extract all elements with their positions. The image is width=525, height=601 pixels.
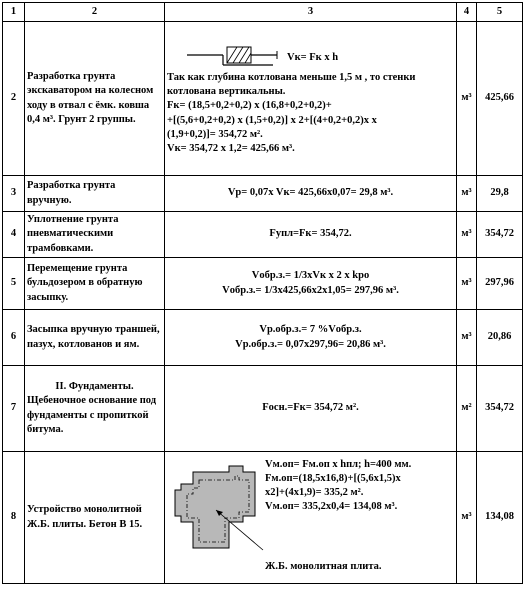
calc-cell [165, 310, 457, 366]
pit-sketch [167, 41, 454, 71]
header-cell: 2 [25, 3, 165, 22]
row-number: 7 [3, 366, 25, 452]
table-row [3, 310, 523, 366]
formula-line: Vобр.з.= 1/3xVк x 2 x kро [251, 270, 370, 282]
row-number: 5 [3, 258, 25, 310]
quantity-cell: 20,86 [477, 310, 523, 366]
formula-line: Vр.обр.з.= 7 %Vобр.з. [259, 324, 362, 336]
quantity-cell: 354,72 [477, 366, 523, 452]
description-text: Щебеночное основание под фундаменты с пропиткой битума. [27, 395, 157, 435]
table-row [3, 452, 523, 584]
formula-line: Fосн.=Fк= 354,72 м². [262, 402, 359, 414]
formula-line: (1,9+0,2)]= 354,72 м². [167, 128, 263, 140]
quantity-cell: 134,08 [477, 452, 523, 584]
formula-line: x2]+(4x1,9)= 335,2 м². [265, 486, 364, 498]
unit-cell: м² [457, 366, 477, 452]
formula-line: Fм.оп=(18,5x16,8)+[(5,6x1,5)x [265, 472, 401, 484]
formula-line: Vр= 0,07x Vк= 425,66x0,07= 29,8 м³. [227, 187, 394, 199]
section-title: II. Фундаменты. [55, 381, 134, 393]
work-description: Засыпка вручную траншей, пазух, котлованов и ям. [25, 310, 165, 366]
calc-cell [165, 212, 457, 258]
header-cell: 4 [457, 3, 477, 22]
calc-cell [165, 258, 457, 310]
work-description: Перемещение грунта бульдозером в обратную засыпку. [25, 258, 165, 310]
formula-line: Fупл=Fк= 354,72. [269, 228, 352, 240]
unit-cell: м³ [457, 258, 477, 310]
work-description [25, 366, 165, 452]
quantity-cell: 29,8 [477, 176, 523, 212]
formula-line: Vр.обр.з.= 0,07x297,96= 20,86 м³. [235, 338, 386, 350]
unit-cell: м³ [457, 22, 477, 176]
estimate-table [2, 2, 523, 584]
row-number: 3 [3, 176, 25, 212]
unit-cell: м³ [457, 176, 477, 212]
quantity-cell: 297,96 [477, 258, 523, 310]
unit-cell: м³ [457, 310, 477, 366]
table-row [3, 22, 523, 176]
quantity-cell: 354,72 [477, 212, 523, 258]
drawing-label: Ж.Б. монолитная плита. [265, 560, 382, 572]
row-number: 2 [3, 22, 25, 176]
slab-formulas [265, 458, 411, 515]
header-cell: 1 [3, 3, 25, 22]
header-cell: 3 [165, 3, 457, 22]
work-description: Уплотнение грунта пневматическими трамбовками. [25, 212, 165, 258]
formula-line: Vобр.з.= 1/3x425,66x2x1,05= 297,96 м³. [222, 284, 399, 296]
calc-cell [165, 22, 457, 176]
slab-plan-icon [171, 462, 271, 552]
row-number: 6 [3, 310, 25, 366]
formula-line: Vк= 354,72 x 1,2= 425,66 м³. [167, 142, 295, 154]
pit-section-icon [185, 41, 285, 69]
row-number: 4 [3, 212, 25, 258]
row-number: 8 [3, 452, 25, 584]
table-row [3, 366, 523, 452]
work-description: Разработка грунта экскаватором на колесном ходу в отвал с ёмк. ковша 0,4 м³. Грунт 2 группы. [25, 22, 165, 176]
unit-cell: м³ [457, 212, 477, 258]
work-description: Устройство монолитной Ж.Б. плиты. Бетон В 15. [25, 452, 165, 584]
formula-line: +[(5,6+0,2+0,2) x (1,5+0,2)] x 2+[(4+0,2+0,2)x x [167, 114, 377, 126]
calc-cell [165, 176, 457, 212]
calc-cell [165, 452, 457, 584]
calc-cell [165, 366, 457, 452]
quantity-cell: 425,66 [477, 22, 523, 176]
formula-title: Vк= Fк x h [287, 51, 339, 63]
formula-line: Fк= (18,5+0,2+0,2) x (16,8+0,2+0,2)+ [167, 100, 332, 112]
unit-cell: м³ [457, 452, 477, 584]
formula-line: Vм.оп= Fм.оп x hпл; h=400 мм. [265, 458, 412, 470]
header-row [3, 3, 523, 22]
table-row [3, 258, 523, 310]
table-row [3, 176, 523, 212]
work-description: Разработка грунта вручную. [25, 176, 165, 212]
header-cell: 5 [477, 3, 523, 22]
formula-line: Vм.оп= 335,2x0,4= 134,08 м³. [265, 501, 398, 513]
slab-drawing [167, 456, 454, 580]
formula-line: Так как глубина котлована меньше 1,5 м , то стенки котлована вертикальны. [167, 71, 416, 98]
table-row [3, 212, 523, 258]
